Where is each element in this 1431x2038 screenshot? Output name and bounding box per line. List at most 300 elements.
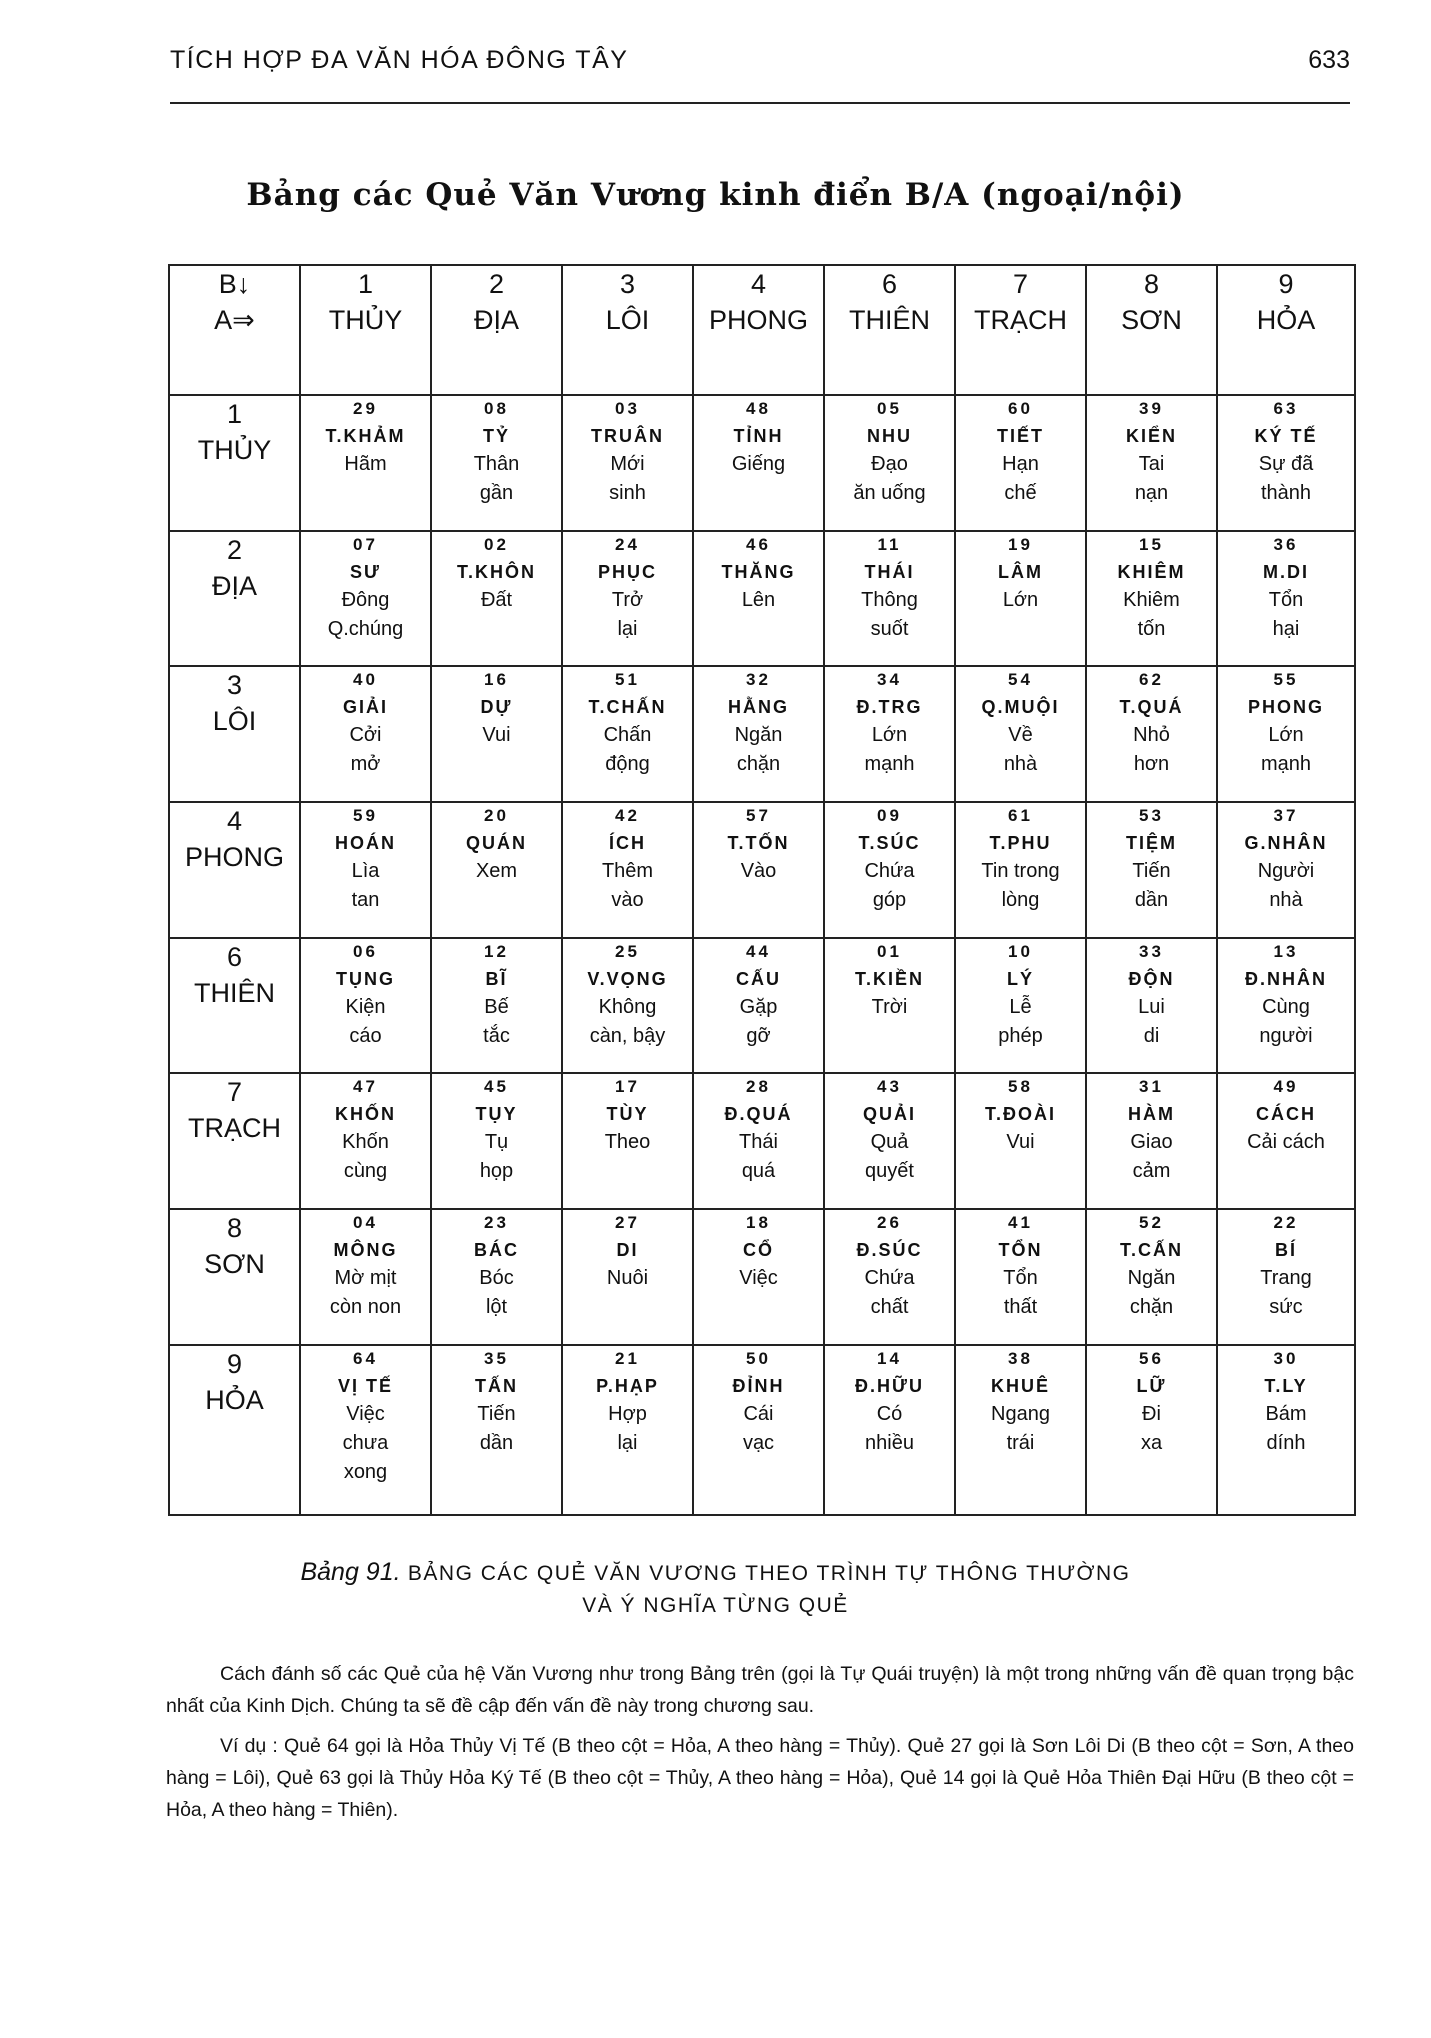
hexagram-number: 48 [746, 399, 771, 418]
hexagram-number: 01 [877, 941, 902, 961]
hexagram-name: TRUÂN [591, 426, 664, 446]
hexagram-meaning: Đất [480, 588, 513, 611]
hexagram-name: KHUÊ [990, 1375, 1050, 1396]
hexagram-number: 50 [746, 1348, 771, 1368]
row-number: 1 [226, 399, 243, 429]
hexagram-number: 17 [615, 1077, 640, 1097]
hexagram-meaning: động [605, 753, 650, 776]
hexagram-meaning: quyết [865, 1160, 914, 1183]
hexagram-meaning: Thái [739, 1131, 778, 1154]
table-row [169, 1345, 1355, 1515]
caption-line-2: VÀ Ý NGHĨA TỪNG QUẺ [582, 1594, 849, 1617]
hexagram-number: 40 [353, 670, 378, 690]
hexagram-cell [562, 1345, 693, 1515]
hexagram-name: NHU [867, 426, 912, 446]
hexagram-meaning: Chứa [864, 1267, 915, 1290]
hexagram-cell [562, 802, 693, 938]
column-label: PHONG [708, 305, 808, 335]
hexagram-meaning: Quả [870, 1131, 909, 1154]
table-body [169, 395, 1355, 1515]
row-number: 8 [226, 1213, 243, 1244]
hexagram-number: 29 [353, 399, 378, 418]
hexagram-name: ÍCH [609, 833, 646, 854]
hexagram-name: TÙY [606, 1104, 649, 1125]
hexagram-meaning: thất [1003, 1296, 1038, 1319]
hexagram-cell [955, 531, 1086, 667]
hexagram-meaning: dần [1134, 889, 1169, 912]
hexagram-meaning: Tổn [1268, 588, 1304, 611]
hexagram-meaning: Tin trong [981, 860, 1060, 883]
hexagram-meaning: Mờ mịt [334, 1267, 397, 1290]
hexagram-cell [824, 395, 955, 531]
hexagram-name: ĐỈNH [732, 1375, 785, 1396]
hexagram-meaning: Lìa [351, 860, 380, 883]
hexagram-name: KHIÊM [1117, 561, 1186, 582]
hexagram-cell [1217, 1345, 1355, 1515]
hexagram-number: 62 [1139, 670, 1164, 690]
hexagram-name: BÍ [1275, 1240, 1297, 1261]
hexagram-table [168, 264, 1356, 1516]
hexagram-name: T.KIỀN [854, 968, 924, 989]
body-text [166, 1658, 1354, 1834]
hexagram-name: PHONG [1247, 697, 1324, 718]
hexagram-number: 12 [484, 941, 509, 961]
hexagram-meaning: Hợp [608, 1402, 647, 1425]
hexagram-number: 13 [1273, 941, 1299, 961]
hexagram-name: Q.MUỘI [981, 697, 1060, 718]
hexagram-number: 34 [877, 670, 902, 690]
hexagram-number: 43 [877, 1077, 902, 1097]
hexagram-cell [300, 1209, 431, 1345]
hexagram-meaning: Bám [1265, 1402, 1307, 1425]
hexagram-meaning: Lễ [1009, 995, 1032, 1018]
hexagram-cell [824, 802, 955, 938]
table-row [169, 531, 1355, 667]
row-label: THIÊN [194, 977, 275, 1008]
hexagram-cell [1217, 531, 1355, 667]
hexagram-name: CÁCH [1256, 1104, 1316, 1125]
hexagram-meaning: chất [870, 1296, 909, 1319]
hexagram-cell [693, 802, 824, 938]
table-row [169, 666, 1355, 802]
column-header [300, 265, 431, 395]
hexagram-meaning: suốt [870, 617, 909, 640]
hexagram-number: 35 [484, 1348, 509, 1368]
table-row [169, 802, 1355, 938]
hexagram-meaning: Việc [346, 1402, 385, 1425]
row-label: SƠN [204, 1249, 265, 1280]
hexagram-meaning: Gặp [739, 995, 778, 1018]
hexagram-number: 23 [484, 1213, 509, 1233]
hexagram-name: LÂM [998, 561, 1043, 582]
hexagram-name: QUÁN [466, 833, 527, 854]
column-number: 3 [619, 269, 636, 299]
hexagram-meaning: nhiều [865, 1431, 914, 1454]
hexagram-meaning: Trời [871, 995, 908, 1018]
hexagram-cell [1086, 666, 1217, 802]
hexagram-cell [1217, 1209, 1355, 1345]
hexagram-meaning: Vui [482, 724, 511, 747]
hexagram-name: KHỐN [335, 1104, 396, 1125]
hexagram-meaning: sinh [609, 482, 646, 504]
hexagram-name: DI [616, 1240, 639, 1261]
column-header [955, 265, 1086, 395]
hexagram-meaning: nhà [1269, 889, 1303, 912]
hexagram-number: 41 [1008, 1213, 1033, 1233]
column-number: 1 [357, 269, 374, 299]
row-label: PHONG [184, 842, 284, 873]
hexagram-number: 53 [1139, 806, 1164, 826]
hexagram-meaning: Đạo [871, 453, 908, 475]
hexagram-meaning: phép [998, 1024, 1043, 1047]
column-label: HỎA [1256, 305, 1316, 335]
hexagram-meaning: Tai [1138, 453, 1165, 475]
hexagram-meaning: Ngăn [1127, 1267, 1176, 1290]
hexagram-cell [693, 1209, 824, 1345]
hexagram-meaning: tắc [483, 1024, 510, 1047]
hexagram-name: Đ.TRG [856, 697, 923, 718]
hexagram-name: T.SÚC [858, 833, 921, 854]
hexagram-cell [693, 1345, 824, 1515]
hexagram-meaning: Người [1257, 860, 1315, 883]
row-header [169, 802, 300, 938]
column-number: 4 [750, 269, 767, 299]
hexagram-name: DỰ [480, 697, 513, 718]
hexagram-name: Đ.HỮU [855, 1375, 924, 1396]
hexagram-number: 32 [746, 670, 771, 690]
column-number: 6 [881, 269, 898, 299]
hexagram-name: LỮ [1136, 1375, 1167, 1396]
hexagram-meaning: xa [1140, 1431, 1163, 1454]
caption-line-1: BẢNG CÁC QUẺ VĂN VƯƠNG THEO TRÌNH TỰ THÔNG THƯỜNG [407, 1562, 1131, 1585]
hexagram-number: 51 [615, 670, 640, 690]
hexagram-cell [955, 1073, 1086, 1209]
table-row [169, 1209, 1355, 1345]
column-label: TRẠCH [974, 305, 1067, 335]
hexagram-name: LÝ [1006, 968, 1034, 989]
hexagram-meaning: Xem [475, 860, 518, 883]
column-header-row [169, 265, 1355, 395]
hexagram-meaning: Lớn [871, 724, 908, 747]
hexagram-meaning: Nhỏ [1133, 724, 1170, 747]
hexagram-number: 21 [615, 1348, 640, 1368]
hexagram-name: T.LY [1264, 1375, 1308, 1396]
hexagram-cell [562, 531, 693, 667]
hexagram-cell [824, 531, 955, 667]
hexagram-meaning: quá [741, 1160, 776, 1183]
hexagram-cell [824, 1209, 955, 1345]
hexagram-number: 09 [877, 806, 902, 826]
hexagram-number: 03 [615, 399, 640, 418]
hexagram-meaning: sức [1269, 1296, 1303, 1319]
hexagram-cell [693, 531, 824, 667]
hexagram-meaning: Việc [739, 1267, 778, 1290]
hexagram-cell [300, 1345, 431, 1515]
hexagram-number: 56 [1139, 1348, 1164, 1368]
hexagram-meaning: lột [485, 1296, 508, 1319]
hexagram-name: KIỂN [1125, 426, 1177, 446]
row-label: HỎA [205, 1384, 264, 1415]
table-row [169, 395, 1355, 531]
hexagram-cell [300, 802, 431, 938]
hexagram-cell [824, 938, 955, 1074]
hexagram-name: CỔ [743, 1240, 774, 1261]
hexagram-name: BĨ [485, 968, 508, 989]
column-header [1217, 265, 1355, 395]
hexagram-meaning: họp [479, 1160, 514, 1183]
hexagram-meaning: Lớn [1002, 588, 1039, 611]
hexagram-meaning: tốn [1137, 617, 1166, 640]
hexagram-cell [1217, 395, 1355, 531]
hexagram-name: P.HẠP [596, 1375, 659, 1396]
hexagram-number: 57 [746, 806, 771, 826]
hexagram-meaning: Hãm [344, 453, 387, 475]
hexagram-name: V.VỌNG [587, 968, 668, 989]
hexagram-meaning: chưa [342, 1431, 389, 1454]
hexagram-meaning: càn, bậy [589, 1024, 666, 1047]
column-number: 9 [1278, 269, 1294, 299]
table-row [169, 938, 1355, 1074]
hexagram-meaning: Tụ [484, 1131, 509, 1154]
row-number: 9 [226, 1348, 243, 1379]
hexagram-number: 16 [484, 670, 509, 690]
hexagram-cell [693, 666, 824, 802]
hexagram-cell [431, 666, 562, 802]
column-number: 7 [1012, 269, 1029, 299]
hexagram-cell [693, 1073, 824, 1209]
hexagram-cell [1086, 1073, 1217, 1209]
hexagram-cell [1086, 1345, 1217, 1515]
hexagram-meaning: Ngăn [734, 724, 783, 747]
paragraph: Cách đánh số các Quẻ của hệ Văn Vương như trong Bảng trên (gọi là Tự Quái truyện) là một trong những vấn đề quan trọng bậc nhất của Kinh Dịch. Chúng ta sẽ đề cập đến vấn đề này trong chương sau. [166, 1663, 1354, 1717]
hexagram-name: TỔN [998, 1240, 1043, 1261]
hexagram-number: 58 [1008, 1077, 1033, 1097]
hexagram-meaning: Đi [1142, 1402, 1161, 1425]
hexagram-meaning: vào [611, 889, 644, 912]
column-number: 2 [488, 269, 505, 299]
hexagram-cell [300, 531, 431, 667]
hexagram-number: 63 [1273, 399, 1299, 418]
hexagram-number: 60 [1008, 399, 1033, 418]
hexagram-name: M.DI [1263, 561, 1309, 582]
hexagram-cell [1217, 938, 1355, 1074]
row-number: 4 [226, 806, 243, 837]
hexagram-meaning: Cải cách [1247, 1131, 1325, 1154]
hexagram-number: 06 [353, 941, 378, 961]
row-number: 6 [226, 941, 243, 972]
hexagram-meaning: Đông [341, 588, 390, 611]
hexagram-number: 61 [1008, 806, 1033, 826]
hexagram-meaning: lại [617, 617, 638, 640]
hexagram-cell [955, 1345, 1086, 1515]
row-number: 2 [226, 534, 243, 565]
hexagram-number: 15 [1139, 534, 1164, 554]
hexagram-meaning: Bóc [479, 1267, 514, 1290]
row-label: LÔI [212, 706, 257, 737]
row-header [169, 1345, 300, 1515]
hexagram-number: 05 [877, 399, 902, 418]
hexagram-cell [1086, 802, 1217, 938]
hexagram-cell [562, 938, 693, 1074]
running-head: TÍCH HỢP ĐA VĂN HÓA ĐÔNG TÂY [170, 46, 629, 74]
paragraph: Ví dụ : Quẻ 64 gọi là Hỏa Thủy Vị Tế (B theo cột = Hỏa, A theo hàng = Thủy). Quẻ 27 gọi là Sơn Lôi Di (B theo cột = Sơn, A theo hàng = Lôi), Quẻ 63 gọi là Thủy Hỏa Ký Tế (B theo cột = Thủy, A theo hàng = Hỏa), Quẻ 14 gọi là Quẻ Hỏa Thiên Đại Hữu (B theo cột = Hỏa, A theo hàng = Thiên). [166, 1735, 1354, 1821]
hexagram-meaning: mạnh [1260, 753, 1312, 776]
hexagram-meaning: Lui [1138, 995, 1165, 1018]
row-header [169, 938, 300, 1074]
hexagram-name: Đ.NHÂN [1245, 968, 1327, 989]
hexagram-name: G.NHÂN [1244, 833, 1328, 854]
column-label: ĐỊA [473, 305, 519, 335]
header-rule [170, 102, 1350, 104]
hexagram-meaning: Vào [740, 860, 777, 883]
hexagram-number: 24 [615, 534, 640, 554]
hexagram-cell [955, 1209, 1086, 1345]
hexagram-name: TỤNG [336, 968, 395, 989]
hexagram-meaning: Lớn [1268, 724, 1304, 747]
hexagram-meaning: Theo [604, 1131, 651, 1154]
hexagram-meaning: lại [617, 1431, 638, 1454]
hexagram-meaning: lòng [1001, 889, 1040, 912]
hexagram-meaning: nhà [1003, 753, 1038, 776]
hexagram-meaning: nạn [1134, 482, 1169, 504]
hexagram-meaning: tan [351, 889, 380, 912]
hexagram-cell [431, 1345, 562, 1515]
hexagram-cell [1086, 938, 1217, 1074]
hexagram-meaning: chặn [1129, 1296, 1174, 1319]
hexagram-cell [693, 395, 824, 531]
hexagram-meaning: Bế [484, 995, 509, 1018]
hexagram-name: CẤU [736, 968, 781, 989]
hexagram-cell [431, 395, 562, 531]
hexagram-meaning: Nuôi [606, 1267, 649, 1290]
hexagram-cell [431, 1073, 562, 1209]
hexagram-cell [955, 395, 1086, 531]
hexagram-cell [955, 666, 1086, 802]
hexagram-cell [562, 1073, 693, 1209]
hexagram-name: MÔNG [333, 1240, 398, 1261]
hexagram-cell [431, 938, 562, 1074]
hexagram-number: 47 [353, 1077, 378, 1097]
hexagram-number: 28 [746, 1077, 771, 1097]
hexagram-number: 10 [1008, 941, 1033, 961]
hexagram-meaning: Hạn [1002, 453, 1039, 475]
hexagram-meaning: Thông [861, 588, 918, 611]
hexagram-name: T.CHẤN [588, 697, 667, 718]
hexagram-number: 39 [1139, 399, 1164, 418]
hexagram-name: T.PHU [989, 833, 1052, 854]
page-header [170, 40, 1350, 104]
hexagram-meaning: Trở [611, 588, 644, 611]
hexagram-cell [1086, 531, 1217, 667]
row-number: 3 [226, 670, 243, 701]
hexagram-meaning: chặn [736, 753, 781, 776]
hexagram-name: HÀM [1128, 1104, 1175, 1125]
hexagram-meaning: người [1259, 1024, 1313, 1047]
hexagram-meaning: di [1143, 1024, 1160, 1047]
hexagram-cell [300, 666, 431, 802]
column-number: 8 [1143, 269, 1160, 299]
hexagram-meaning: Mới [610, 453, 645, 475]
hexagram-meaning: Kiện [345, 995, 386, 1018]
hexagram-cell [1086, 395, 1217, 531]
hexagram-name: KÝ TẾ [1254, 426, 1318, 446]
hexagram-meaning: Vui [1006, 1131, 1035, 1154]
corner-line-b: B↓ [218, 269, 251, 299]
hexagram-number: 08 [484, 399, 509, 418]
hexagram-number: 59 [353, 806, 378, 826]
hexagram-number: 46 [746, 534, 771, 554]
hexagram-meaning: vạc [742, 1431, 775, 1454]
hexagram-meaning: gần [479, 482, 514, 504]
hexagram-meaning: gỡ [746, 1024, 771, 1047]
row-number: 7 [226, 1077, 243, 1108]
hexagram-meaning: Cùng [1262, 995, 1310, 1018]
hexagram-cell [300, 1073, 431, 1209]
hexagram-meaning: thành [1260, 482, 1312, 504]
hexagram-number: 49 [1273, 1077, 1299, 1097]
hexagram-meaning: Khiêm [1123, 588, 1180, 611]
hexagram-cell [955, 802, 1086, 938]
hexagram-meaning: cáo [349, 1024, 382, 1047]
hexagram-name: T.ĐOÀI [984, 1104, 1056, 1125]
hexagram-cell [562, 395, 693, 531]
hexagram-number: 42 [615, 806, 640, 826]
hexagram-meaning: Chứa [864, 860, 915, 883]
table-title: Bảng các Quẻ Văn Vương kinh điển B/A (ngoại/nội) [246, 177, 1185, 213]
hexagram-cell [1217, 802, 1355, 938]
hexagram-meaning: mạnh [864, 753, 915, 776]
hexagram-name: T.TỐN [727, 833, 790, 854]
hexagram-cell [300, 938, 431, 1074]
column-header [693, 265, 824, 395]
table-caption [0, 1556, 1431, 1622]
column-header [1086, 265, 1217, 395]
hexagram-number: 18 [746, 1213, 771, 1233]
row-label: TRẠCH [188, 1113, 281, 1144]
hexagram-cell [562, 666, 693, 802]
row-header [169, 1209, 300, 1345]
hexagram-name: Đ.SÚC [856, 1240, 923, 1261]
hexagram-meaning: Tiến [477, 1402, 516, 1425]
hexagram-meaning: dính [1266, 1431, 1306, 1454]
hexagram-number: 19 [1008, 534, 1033, 554]
row-label: ĐỊA [211, 570, 257, 601]
hexagram-name: T.KHÔN [457, 561, 536, 582]
column-label: LÔI [605, 305, 650, 335]
hexagram-meaning: cảm [1132, 1160, 1171, 1183]
hexagram-number: 36 [1273, 534, 1299, 554]
hexagram-name: BÁC [474, 1240, 519, 1261]
column-label: THIÊN [849, 305, 930, 335]
hexagram-number: 45 [484, 1077, 509, 1097]
hexagram-number: 27 [615, 1213, 640, 1233]
hexagram-meaning: hại [1272, 617, 1300, 640]
row-header [169, 395, 300, 531]
hexagram-meaning: Về [1008, 724, 1033, 747]
hexagram-number: 04 [353, 1213, 378, 1233]
hexagram-meaning: Không [598, 995, 657, 1018]
hexagram-meaning: dần [479, 1431, 514, 1454]
hexagram-meaning: Thêm [601, 860, 654, 883]
table-row [169, 1073, 1355, 1209]
hexagram-number: 07 [353, 534, 378, 554]
hexagram-meaning: cùng [343, 1160, 388, 1183]
hexagram-name: TẤN [475, 1375, 518, 1396]
column-label: THỦY [328, 305, 403, 335]
hexagram-name: TIỆM [1126, 833, 1177, 854]
hexagram-number: 02 [484, 534, 509, 554]
hexagram-cell [431, 802, 562, 938]
